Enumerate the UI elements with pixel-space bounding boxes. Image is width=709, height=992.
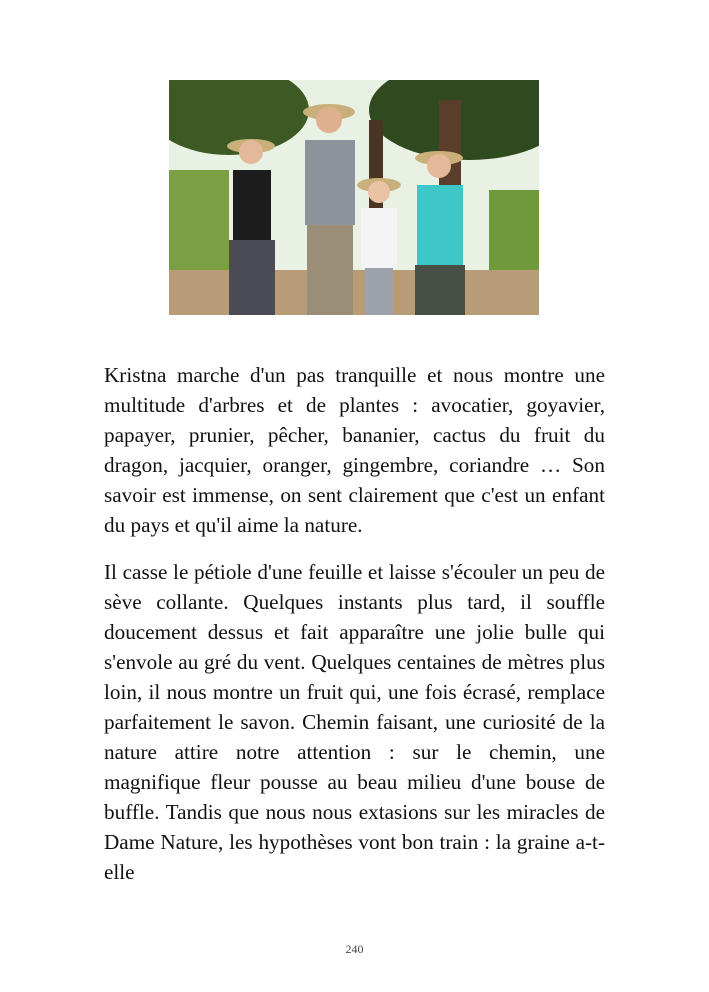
paragraph-1: Kristna marche d'un pas tranquille et nous montre une multitude d'arbres et de plantes : avocatier, goyavier, papayer, prunier, pêcher, bananier, cactus du fruit du dragon, jacquier, oranger, gingembre, coriandre … Son savoir est immense, on sent clairement que c'est un enfant du pays et qu'il aime la nature. xyxy=(104,363,605,537)
body-text xyxy=(104,360,605,887)
family-photo xyxy=(169,80,539,315)
paragraph-2: Il casse le pétiole d'une feuille et laisse s'écouler un peu de sève collante. Quelques instants plus tard, il souffle doucement dessus et fait apparaître une jolie bulle qui s'envole au gré du vent. Quelques centaines de mètres plus loin, il nous montre un fruit qui, une fois écrasé, remplace parfaitement le savon. Chemin faisant, une curiosité de la nature attire notre attention : sur le chemin, une magnifique fleur pousse au beau milieu d'une bouse de buffle. Tandis que nous nous extasions sur les miracles de Dame Nature, les hypothèses vont bon train : la graine a-t-elle xyxy=(104,560,605,884)
page-number: 240 xyxy=(345,942,364,956)
